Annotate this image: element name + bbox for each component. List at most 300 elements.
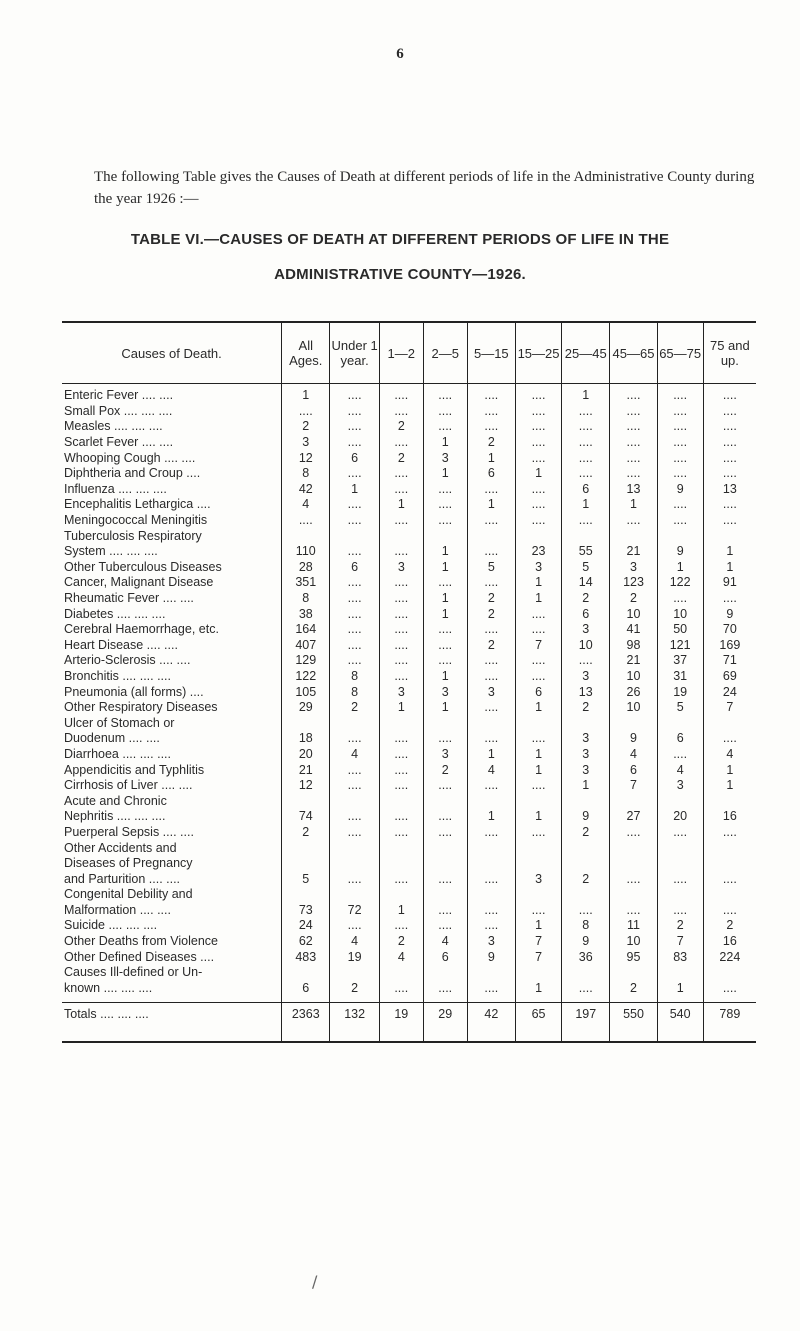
count-cell: 1 xyxy=(562,497,610,513)
table-row xyxy=(62,622,756,638)
count-cell xyxy=(610,793,657,809)
count-cell: .... xyxy=(703,419,756,435)
count-cell xyxy=(515,840,561,856)
count-cell: 1 xyxy=(515,747,561,763)
count-cell: 6 xyxy=(515,684,561,700)
table-row xyxy=(62,809,756,825)
count-cell: .... xyxy=(423,622,467,638)
table-row xyxy=(62,871,756,887)
count-cell: 3 xyxy=(282,435,330,451)
cause-label: Nephritis .... .... .... xyxy=(64,809,166,824)
count-cell: .... xyxy=(423,513,467,529)
count-cell: 3 xyxy=(379,684,423,700)
count-cell: 20 xyxy=(657,809,703,825)
count-cell: 41 xyxy=(610,622,657,638)
count-cell xyxy=(467,793,515,809)
count-cell: .... xyxy=(379,435,423,451)
count-cell xyxy=(610,840,657,856)
totals-cell: 29 xyxy=(423,1003,467,1043)
count-cell: 7 xyxy=(515,638,561,654)
totals-cell: 65 xyxy=(515,1003,561,1043)
count-cell: 1 xyxy=(515,466,561,482)
count-cell: .... xyxy=(282,513,330,529)
count-cell: .... xyxy=(379,384,423,404)
totals-cell: 197 xyxy=(562,1003,610,1043)
cause-label: Cerebral Haemorrhage, etc. xyxy=(64,622,219,637)
count-cell: .... xyxy=(657,466,703,482)
count-cell: .... xyxy=(703,497,756,513)
count-cell: 7 xyxy=(515,934,561,950)
count-cell: 2 xyxy=(330,700,379,716)
count-cell: 11 xyxy=(610,918,657,934)
count-cell: .... xyxy=(703,731,756,747)
count-cell: .... xyxy=(423,638,467,654)
count-cell: .... xyxy=(379,513,423,529)
table-row xyxy=(62,482,756,498)
count-cell: 3 xyxy=(423,747,467,763)
count-cell: .... xyxy=(610,435,657,451)
count-cell: 4 xyxy=(610,747,657,763)
count-cell: .... xyxy=(423,384,467,404)
count-cell: 1 xyxy=(423,544,467,560)
count-cell: 16 xyxy=(703,934,756,950)
count-cell: 7 xyxy=(515,949,561,965)
count-cell: 2 xyxy=(282,419,330,435)
count-cell: 6 xyxy=(657,731,703,747)
table-body xyxy=(62,384,756,1003)
table-row xyxy=(62,528,756,544)
count-cell xyxy=(379,965,423,981)
table-row xyxy=(62,435,756,451)
count-cell xyxy=(379,793,423,809)
table-row xyxy=(62,793,756,809)
count-cell: 69 xyxy=(703,669,756,685)
count-cell: 8 xyxy=(282,466,330,482)
count-cell: 3 xyxy=(423,684,467,700)
count-cell: .... xyxy=(379,591,423,607)
count-cell: 1 xyxy=(467,450,515,466)
count-cell: .... xyxy=(562,404,610,420)
count-cell: .... xyxy=(379,825,423,841)
count-cell: 71 xyxy=(703,653,756,669)
count-cell: 1 xyxy=(330,482,379,498)
count-cell: .... xyxy=(703,981,756,1003)
count-cell: 2 xyxy=(423,762,467,778)
table-row xyxy=(62,825,756,841)
table-row xyxy=(62,419,756,435)
count-cell xyxy=(467,856,515,872)
count-cell xyxy=(562,715,610,731)
count-cell xyxy=(467,965,515,981)
count-cell: .... xyxy=(423,482,467,498)
count-cell xyxy=(423,887,467,903)
count-cell: .... xyxy=(330,419,379,435)
cause-label: Rheumatic Fever .... .... xyxy=(64,591,194,606)
count-cell: 1 xyxy=(703,560,756,576)
count-cell: 8 xyxy=(330,669,379,685)
count-cell xyxy=(330,965,379,981)
count-cell: 1 xyxy=(515,700,561,716)
count-cell: 9 xyxy=(657,544,703,560)
count-cell: 3 xyxy=(562,622,610,638)
count-cell: .... xyxy=(657,435,703,451)
count-cell xyxy=(379,528,423,544)
count-cell: .... xyxy=(703,825,756,841)
count-cell xyxy=(703,528,756,544)
table-row xyxy=(62,934,756,950)
table-row xyxy=(62,840,756,856)
count-cell: .... xyxy=(379,638,423,654)
count-cell xyxy=(515,528,561,544)
count-cell: 9 xyxy=(562,934,610,950)
count-cell xyxy=(379,856,423,872)
cause-label: Diphtheria and Croup .... xyxy=(64,466,201,481)
count-cell: 98 xyxy=(610,638,657,654)
totals-label: Totals .... .... .... xyxy=(62,1003,282,1043)
count-cell xyxy=(379,715,423,731)
cause-label: Small Pox .... .... .... xyxy=(64,403,173,418)
count-cell: .... xyxy=(379,778,423,794)
count-cell: 3 xyxy=(657,778,703,794)
count-cell: 407 xyxy=(282,638,330,654)
count-cell: 224 xyxy=(703,949,756,965)
count-cell: .... xyxy=(330,575,379,591)
count-cell: .... xyxy=(703,903,756,919)
count-cell xyxy=(282,528,330,544)
table-row xyxy=(62,404,756,420)
count-cell: .... xyxy=(657,747,703,763)
count-cell xyxy=(330,715,379,731)
count-cell: .... xyxy=(379,669,423,685)
count-cell: .... xyxy=(330,809,379,825)
count-cell xyxy=(282,793,330,809)
count-cell: .... xyxy=(330,622,379,638)
count-cell: 29 xyxy=(282,700,330,716)
count-cell: .... xyxy=(423,419,467,435)
count-cell: .... xyxy=(330,384,379,404)
count-cell xyxy=(282,840,330,856)
column-header-all-ages: All Ages. xyxy=(282,322,330,384)
count-cell: 13 xyxy=(562,684,610,700)
count-cell: .... xyxy=(379,404,423,420)
count-cell xyxy=(515,965,561,981)
count-cell: 1 xyxy=(562,384,610,404)
count-cell xyxy=(562,887,610,903)
cause-label: known .... .... .... xyxy=(64,980,153,995)
count-cell xyxy=(423,715,467,731)
count-cell: 2 xyxy=(562,825,610,841)
count-cell: 351 xyxy=(282,575,330,591)
count-cell: .... xyxy=(657,404,703,420)
count-cell: 2 xyxy=(610,981,657,1003)
count-cell xyxy=(282,887,330,903)
count-cell: .... xyxy=(467,575,515,591)
count-cell: .... xyxy=(515,450,561,466)
count-cell: .... xyxy=(423,903,467,919)
count-cell: 3 xyxy=(515,560,561,576)
count-cell: .... xyxy=(515,778,561,794)
count-cell: 10 xyxy=(610,934,657,950)
count-cell: .... xyxy=(515,731,561,747)
count-cell: .... xyxy=(330,591,379,607)
count-cell: .... xyxy=(657,903,703,919)
cause-label: Malformation .... .... xyxy=(64,902,171,917)
count-cell: .... xyxy=(515,419,561,435)
count-cell: 122 xyxy=(282,669,330,685)
table-row xyxy=(62,575,756,591)
count-cell: 9 xyxy=(467,949,515,965)
count-cell xyxy=(282,715,330,731)
table-row xyxy=(62,653,756,669)
count-cell: .... xyxy=(657,497,703,513)
count-cell xyxy=(330,793,379,809)
count-cell xyxy=(423,965,467,981)
count-cell: 14 xyxy=(562,575,610,591)
count-cell: 1 xyxy=(423,560,467,576)
count-cell: .... xyxy=(657,419,703,435)
totals-cell: 789 xyxy=(703,1003,756,1043)
count-cell: 3 xyxy=(467,684,515,700)
count-cell: .... xyxy=(330,918,379,934)
count-cell xyxy=(610,528,657,544)
cause-label: Ulcer of Stomach or xyxy=(64,715,175,730)
count-cell: 19 xyxy=(330,949,379,965)
count-cell: 19 xyxy=(657,684,703,700)
table-row xyxy=(62,384,756,404)
count-cell xyxy=(467,887,515,903)
count-cell: 8 xyxy=(330,684,379,700)
count-cell: .... xyxy=(423,809,467,825)
count-cell: 13 xyxy=(610,482,657,498)
count-cell: 3 xyxy=(515,871,561,887)
count-cell: .... xyxy=(467,653,515,669)
count-cell: .... xyxy=(562,903,610,919)
cause-label: Diseases of Pregnancy xyxy=(64,856,193,871)
count-cell: .... xyxy=(467,700,515,716)
count-cell xyxy=(657,887,703,903)
count-cell: 4 xyxy=(657,762,703,778)
totals-cell: 132 xyxy=(330,1003,379,1043)
count-cell: .... xyxy=(515,653,561,669)
count-cell: 26 xyxy=(610,684,657,700)
table-row xyxy=(62,684,756,700)
count-cell: 38 xyxy=(282,606,330,622)
count-cell: 16 xyxy=(703,809,756,825)
count-cell: .... xyxy=(423,731,467,747)
count-cell: 24 xyxy=(703,684,756,700)
count-cell: .... xyxy=(657,871,703,887)
count-cell: .... xyxy=(282,404,330,420)
table-row xyxy=(62,965,756,981)
count-cell: 5 xyxy=(657,700,703,716)
count-cell: 1 xyxy=(515,575,561,591)
count-cell: .... xyxy=(379,482,423,498)
count-cell: .... xyxy=(467,404,515,420)
count-cell: 12 xyxy=(282,450,330,466)
count-cell: .... xyxy=(423,981,467,1003)
count-cell: .... xyxy=(657,384,703,404)
count-cell: 121 xyxy=(657,638,703,654)
count-cell: 18 xyxy=(282,731,330,747)
count-cell: 1 xyxy=(282,384,330,404)
count-cell: 6 xyxy=(330,450,379,466)
count-cell: 20 xyxy=(282,747,330,763)
count-cell: .... xyxy=(562,513,610,529)
count-cell: 2 xyxy=(562,871,610,887)
count-cell: .... xyxy=(467,903,515,919)
cause-label: Influenza .... .... .... xyxy=(64,481,167,496)
page-number: 6 xyxy=(396,46,404,62)
column-header-cause: Causes of Death. xyxy=(62,322,282,384)
count-cell: .... xyxy=(610,903,657,919)
count-cell: 1 xyxy=(562,778,610,794)
column-header-15-25: 15—25 xyxy=(515,322,561,384)
count-cell xyxy=(423,840,467,856)
causes-of-death-table xyxy=(62,321,756,1043)
count-cell xyxy=(330,528,379,544)
count-cell: 3 xyxy=(379,560,423,576)
count-cell: 1 xyxy=(423,606,467,622)
count-cell: 2 xyxy=(610,591,657,607)
table-row xyxy=(62,560,756,576)
count-cell: .... xyxy=(467,778,515,794)
count-cell xyxy=(515,715,561,731)
count-cell xyxy=(330,840,379,856)
count-cell: 21 xyxy=(610,653,657,669)
totals-cell: 42 xyxy=(467,1003,515,1043)
count-cell: .... xyxy=(330,435,379,451)
count-cell: .... xyxy=(610,825,657,841)
table-row xyxy=(62,700,756,716)
count-cell: 10 xyxy=(610,606,657,622)
count-cell: 3 xyxy=(562,762,610,778)
cause-label: Arterio-Sclerosis .... .... xyxy=(64,653,191,668)
count-cell xyxy=(379,887,423,903)
count-cell: 10 xyxy=(657,606,703,622)
count-cell: 1 xyxy=(423,700,467,716)
count-cell: 1 xyxy=(610,497,657,513)
count-cell xyxy=(515,793,561,809)
column-header-1-2: 1—2 xyxy=(379,322,423,384)
count-cell: .... xyxy=(379,606,423,622)
count-cell: 2 xyxy=(379,934,423,950)
table-row xyxy=(62,591,756,607)
count-cell: 6 xyxy=(562,482,610,498)
count-cell: 1 xyxy=(423,466,467,482)
totals-cell: 19 xyxy=(379,1003,423,1043)
cause-label: Congenital Debility and xyxy=(64,887,193,902)
count-cell: 2 xyxy=(467,606,515,622)
count-cell: 31 xyxy=(657,669,703,685)
cause-label: Pneumonia (all forms) .... xyxy=(64,684,204,699)
table-row xyxy=(62,903,756,919)
count-cell: 4 xyxy=(703,747,756,763)
count-cell: .... xyxy=(610,450,657,466)
count-cell: 1 xyxy=(467,497,515,513)
count-cell: 4 xyxy=(330,934,379,950)
count-cell: 10 xyxy=(610,669,657,685)
count-cell: .... xyxy=(467,544,515,560)
table-row xyxy=(62,544,756,560)
count-cell: 55 xyxy=(562,544,610,560)
column-header-25-45: 25—45 xyxy=(562,322,610,384)
column-header-45-65: 45—65 xyxy=(610,322,657,384)
count-cell: 2 xyxy=(657,918,703,934)
count-cell: .... xyxy=(515,622,561,638)
count-cell: .... xyxy=(330,466,379,482)
count-cell: .... xyxy=(562,435,610,451)
count-cell: .... xyxy=(379,747,423,763)
count-cell: .... xyxy=(657,825,703,841)
count-cell xyxy=(703,840,756,856)
count-cell: 1 xyxy=(423,591,467,607)
count-cell: 2 xyxy=(467,435,515,451)
count-cell: 70 xyxy=(703,622,756,638)
count-cell: 9 xyxy=(610,731,657,747)
table-row xyxy=(62,466,756,482)
count-cell: 7 xyxy=(703,700,756,716)
count-cell: 74 xyxy=(282,809,330,825)
count-cell: .... xyxy=(379,622,423,638)
count-cell: 1 xyxy=(657,981,703,1003)
table-row xyxy=(62,887,756,903)
cause-label: Bronchitis .... .... .... xyxy=(64,668,171,683)
count-cell: 6 xyxy=(330,560,379,576)
count-cell: .... xyxy=(330,762,379,778)
count-cell xyxy=(657,715,703,731)
count-cell xyxy=(423,793,467,809)
count-cell: .... xyxy=(610,871,657,887)
count-cell xyxy=(657,528,703,544)
count-cell: .... xyxy=(379,871,423,887)
count-cell: .... xyxy=(330,513,379,529)
count-cell: .... xyxy=(703,435,756,451)
count-cell: 24 xyxy=(282,918,330,934)
count-cell: 3 xyxy=(562,747,610,763)
count-cell: 1 xyxy=(467,747,515,763)
count-cell: .... xyxy=(423,778,467,794)
count-cell: .... xyxy=(562,981,610,1003)
count-cell xyxy=(379,840,423,856)
count-cell: 2 xyxy=(379,419,423,435)
count-cell: .... xyxy=(703,466,756,482)
count-cell: .... xyxy=(610,419,657,435)
count-cell: .... xyxy=(467,384,515,404)
count-cell xyxy=(610,715,657,731)
count-cell: .... xyxy=(515,497,561,513)
cause-label: Encephalitis Lethargica .... xyxy=(64,497,211,512)
count-cell: 21 xyxy=(610,544,657,560)
table-row xyxy=(62,638,756,654)
count-cell: 9 xyxy=(703,606,756,622)
cause-label: Meningococcal Meningitis xyxy=(64,513,208,528)
count-cell: 5 xyxy=(282,871,330,887)
count-cell: .... xyxy=(562,466,610,482)
count-cell: 1 xyxy=(515,918,561,934)
count-cell: .... xyxy=(379,809,423,825)
count-cell: 5 xyxy=(562,560,610,576)
count-cell: .... xyxy=(515,606,561,622)
table-row xyxy=(62,981,756,1003)
count-cell: .... xyxy=(330,778,379,794)
count-cell: 1 xyxy=(467,809,515,825)
count-cell xyxy=(610,965,657,981)
count-cell: .... xyxy=(330,638,379,654)
count-cell: 1 xyxy=(379,497,423,513)
cause-label: Enteric Fever .... .... xyxy=(64,388,174,403)
cause-label: Duodenum .... .... xyxy=(64,731,160,746)
table-title-line-1: TABLE VI.—CAUSES OF DEATH AT DIFFERENT PERIODS OF LIFE IN THE xyxy=(130,231,670,248)
